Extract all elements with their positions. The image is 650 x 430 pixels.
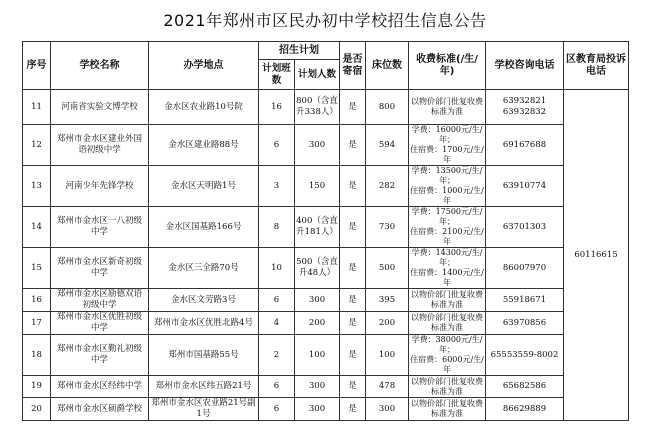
cell-beds: 800 (366, 90, 409, 125)
cell-seq: 11 (23, 90, 51, 125)
cell-address: 郑州市金水区农业路21号副1号 (149, 398, 259, 421)
cell-seq: 14 (23, 207, 51, 248)
cell-fee: 学费：14300元/生/年； 住宿费：1400元/生/年 (410, 248, 484, 287)
cell-phone: 63910774 (486, 166, 564, 207)
cell-fee: 以物价部门批复收费标准为准 (409, 376, 486, 398)
cell-boarding: 是 (340, 125, 366, 166)
cell-seq: 15 (23, 248, 51, 289)
cell-seq: 20 (23, 398, 51, 421)
cell-boarding: 是 (340, 166, 366, 207)
cell-complaint-phone: 60116615 (564, 90, 629, 421)
cell-address: 金水区农业路10号院 (149, 90, 259, 125)
cell-address: 金水区建业路88号 (149, 125, 259, 166)
cell-people: 150 (295, 166, 340, 207)
cell-classes: 10 (259, 248, 295, 289)
cell-phone: 63970856 (486, 312, 564, 335)
cell-seq: 17 (23, 312, 51, 335)
cell-seq: 19 (23, 376, 51, 398)
cell-classes: 16 (259, 90, 295, 125)
cell-classes: 2 (259, 335, 295, 376)
cell-classes: 4 (259, 312, 295, 335)
cell-classes: 6 (259, 289, 295, 312)
table-row (23, 289, 629, 312)
table-row (23, 125, 629, 166)
cell-fee: 学费：38000元/生/年； 住宿费：6000元/生/年 (410, 335, 484, 374)
cell-phone: 63701303 (486, 207, 564, 248)
table-row (23, 166, 629, 207)
cell-name: 郑州市金水区建业外国语初级中学 (51, 125, 149, 166)
cell-classes: 6 (259, 376, 295, 398)
cell-fee: 以物价部门批复收费标准为准 (409, 398, 486, 421)
header-phone: 学校咨询电话 (486, 42, 564, 90)
header-plan-classes: 计划班数 (259, 60, 295, 90)
cell-boarding: 是 (340, 376, 366, 398)
cell-boarding: 是 (340, 248, 366, 289)
header-name: 学校名称 (51, 42, 149, 90)
cell-beds: 500 (366, 248, 409, 289)
table-row (23, 398, 629, 421)
cell-name: 郑州市金水区新奇初级中学 (51, 248, 149, 289)
cell-people: 800（含直升338人） (295, 90, 340, 125)
cell-fee: 以物价部门批复收费标准为准 (409, 90, 486, 125)
cell-name: 郑州市金水区经纬中学 (51, 376, 149, 398)
cell-boarding: 是 (340, 90, 366, 125)
cell-name: 郑州市金水区勤礼初级中学 (51, 335, 149, 376)
table-row (23, 90, 629, 125)
cell-seq: 12 (23, 125, 51, 166)
cell-beds: 100 (366, 335, 409, 376)
cell-name: 郑州市金水区优胜初级中学 (51, 312, 149, 335)
cell-phone: 55918671 (486, 289, 564, 312)
cell-people: 500（含直升48人） (295, 248, 340, 289)
cell-name: 郑州市金水区励德双语初级中学 (51, 289, 149, 312)
header-complaint: 区教育局投诉电话 (564, 42, 629, 90)
cell-name: 郑州市金水区硕爵学校 (51, 398, 149, 421)
cell-beds: 478 (366, 376, 409, 398)
cell-phone: 65553559-8002 (486, 335, 564, 376)
cell-people: 400（含直升181人） (295, 207, 340, 248)
header-beds: 床位数 (366, 42, 409, 90)
cell-address: 金水区三全路70号 (149, 248, 259, 289)
cell-beds: 730 (366, 207, 409, 248)
cell-address: 金水区文劳路3号 (149, 289, 259, 312)
cell-fee: 以物价部门批复收费标准为准 (409, 312, 486, 335)
header-fee: 收费标准(/生/年) (409, 42, 486, 90)
cell-address: 郑州市金水区纬五路21号 (149, 376, 259, 398)
header-seq: 序号 (23, 42, 51, 90)
cell-seq: 18 (23, 335, 51, 376)
page-title: 2021年郑州市区民办初中学校招生信息公告 (163, 11, 487, 30)
table-row (23, 335, 629, 376)
cell-classes: 8 (259, 207, 295, 248)
header-plan: 招生计划 (259, 42, 340, 60)
cell-phone: 65682586 (486, 376, 564, 398)
cell-seq: 16 (23, 289, 51, 312)
cell-fee: 学费：13500元/生/年； 住宿费：1000元/生/年 (410, 166, 484, 205)
cell-beds: 395 (366, 289, 409, 312)
table-row (23, 207, 629, 248)
cell-boarding: 是 (340, 207, 366, 248)
header-address: 办学地点 (149, 42, 259, 90)
cell-phone: 86629889 (486, 398, 564, 421)
cell-people: 100 (295, 335, 340, 376)
cell-boarding: 是 (340, 398, 366, 421)
cell-phone: 86007970 (486, 248, 564, 289)
cell-address: 郑州市国基路55号 (149, 335, 259, 376)
cell-name: 河南少年先锋学校 (51, 166, 149, 207)
cell-people: 200 (295, 312, 340, 335)
cell-boarding: 是 (340, 289, 366, 312)
cell-fee: 以物价部门批复收费标准为准 (409, 289, 486, 312)
cell-beds: 282 (366, 166, 409, 207)
cell-phone: 69167688 (486, 125, 564, 166)
cell-people: 300 (295, 289, 340, 312)
cell-people: 300 (295, 398, 340, 421)
cell-fee: 学费：16000元/生/年； 住宿费：1700元/生/年 (410, 125, 484, 164)
cell-name: 河南省实验文博学校 (51, 90, 149, 125)
cell-name: 郑州市金水区一八初级中学 (51, 207, 149, 248)
header-plan-people: 计划人数 (295, 60, 340, 90)
cell-address: 金水区天明路1号 (149, 166, 259, 207)
cell-classes: 3 (259, 166, 295, 207)
cell-people: 300 (295, 376, 340, 398)
admission-table (22, 41, 629, 421)
table-row (23, 376, 629, 398)
cell-seq: 13 (23, 166, 51, 207)
table-row (23, 312, 629, 335)
cell-address: 金水区国基路166号 (149, 207, 259, 248)
cell-classes: 6 (259, 398, 295, 421)
table-row (23, 248, 629, 289)
cell-people: 300 (295, 125, 340, 166)
cell-beds: 594 (366, 125, 409, 166)
cell-boarding: 是 (340, 312, 366, 335)
cell-classes: 6 (259, 125, 295, 166)
cell-fee: 学费：17500元/生/年； 住宿费：2100元/生/年 (410, 207, 484, 246)
cell-address: 郑州市金水区优胜北路4号 (149, 312, 259, 335)
cell-boarding: 是 (340, 335, 366, 376)
cell-beds: 300 (366, 398, 409, 421)
cell-beds: 200 (366, 312, 409, 335)
cell-phone: 63932821 63932832 (486, 90, 564, 125)
header-boarding: 是否寄宿 (340, 42, 366, 90)
